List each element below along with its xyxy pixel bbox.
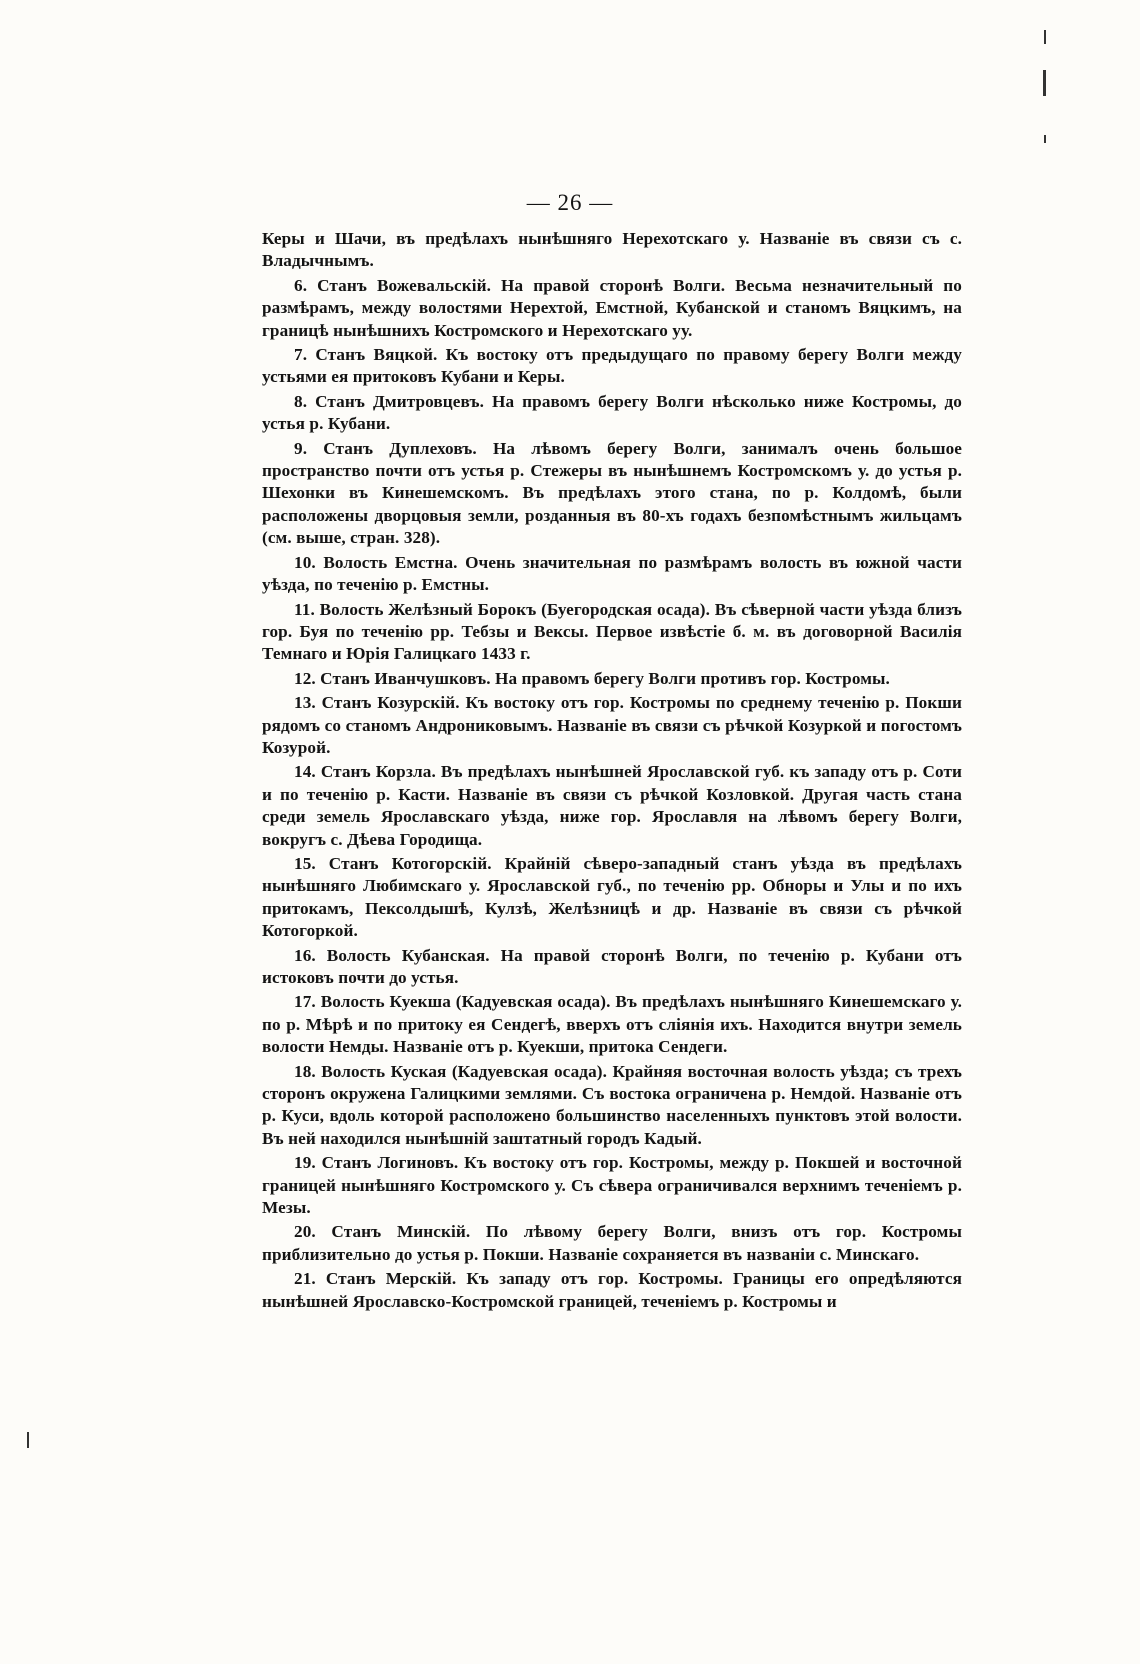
paragraph-entry-9: 9. Станъ Дуплеховъ. На лѣвомъ берегу Волги, занималъ очень большое пространство почти отъ устья р. Стежеры въ нынѣшнемъ Костромскомъ у. до устья р. Шехонки въ Кинешемскомъ. Въ предѣлахъ этого стана, по р. Колдомѣ, были расположены дворцовыя земли, розданныя въ 80-хъ годахъ безпомѣстнымъ жильцамъ (см. выше, стран. 328). <box>262 438 962 548</box>
paragraph-entry-16: 16. Волость Кубанская. На правой сторонѣ Волги, по теченію р. Кубани отъ истоковъ почти до устья. <box>262 945 962 987</box>
paragraph-entry-15: 15. Станъ Котогорскій. Крайній сѣверо-западный станъ уѣзда въ предѣлахъ нынѣшняго Любимскаго у. Ярославской губ., по теченію рр. Обноры и Улы и по ихъ притокамъ, Пексолдышѣ, Кулзѣ, Желѣзницѣ и др. Названіе въ связи съ рѣчкой Котогоркой. <box>262 853 962 941</box>
paragraph-entry-19: 19. Станъ Логиновъ. Къ востоку отъ гор. Костромы, между р. Покшей и восточной границей нынѣшняго Костромского у. Съ сѣвера ограничивался верхнимъ теченіемъ р. Мезы. <box>262 1153 962 1218</box>
paragraph-entry-8: 8. Станъ Дмитровцевъ. На правомъ берегу Волги нѣсколько ниже Костромы, до устья р. Кубани. <box>262 391 962 434</box>
scan-mark-3 <box>1044 135 1046 143</box>
text-column <box>262 228 962 1315</box>
paragraph-entry-12: 12. Станъ Иванчушковъ. На правомъ берегу Волги противъ гор. Костромы. <box>294 668 890 688</box>
paragraph-entry-7: 7. Станъ Вяцкой. Къ востоку отъ предыдущаго по правому берегу Волги между устьями ея притоковъ Кубани и Керы. <box>262 345 962 387</box>
page-number: — 26 — <box>526 190 614 215</box>
paragraph-continuation: Керы и Шачи, въ предѣлахъ нынѣшняго Нерехотскаго у. Названіе въ связи съ с. Владычнымъ. <box>262 229 962 271</box>
paragraph-entry-18: 18. Волость Куская (Кадуевская осада). Крайняя восточная волость уѣзда; съ трехъ сторонъ окружена Галицкими землями. Съ востока ограничена р. Немдой. Названіе отъ р. Куси, вдоль которой расположено большинство населенныхъ пунктовъ этой волости. Въ ней находился нынѣшній заштатный городъ Кадый. <box>262 1061 962 1148</box>
scan-mark-2 <box>1043 70 1046 96</box>
paragraph-entry-20: 20. Станъ Минскій. По лѣвому берегу Волги, внизъ отъ гор. Костромы приблизительно до устья р. Покши. Названіе сохраняется въ названіи с. Минскаго. <box>262 1222 962 1264</box>
scan-mark-4 <box>27 1432 29 1448</box>
paragraph-entry-21: 21. Станъ Мерскій. Къ западу отъ гор. Костромы. Границы его опредѣляются нынѣшней Ярославско-Костромской границей, теченіемъ р. Костромы и <box>262 1269 962 1311</box>
paragraph-entry-13: 13. Станъ Козурскій. Къ востоку отъ гор. Костромы по среднему теченію р. Покши рядомъ со станомъ Андрониковымъ. Названіе въ связи съ рѣчкой Козуркой и погостомъ Козурой. <box>262 693 962 757</box>
paragraph-entry-11: 11. Волость Желѣзный Борокъ (Буегородская осада). Въ сѣверной части уѣзда близъ гор. Буя по теченію рр. Тебзы и Вексы. Первое извѣстіе б. м. въ договорной Василія Темнаго и Юрія Галицкаго 1433 г. <box>262 599 962 664</box>
paragraph-entry-14: 14. Станъ Корзла. Въ предѣлахъ нынѣшней Ярославской губ. къ западу отъ р. Соти и по теченію р. Касти. Названіе въ связи съ рѣчкой Козловкой. Другая часть стана среди земель Ярославскаго уѣзда, ниже гор. Ярославля на лѣвомъ берегу Волги, вокругъ с. Дѣева Городища. <box>262 762 962 849</box>
paragraph-entry-6: 6. Станъ Вожевальскій. На правой сторонѣ Волги. Весьма незначительный по размѣрамъ, между волостями Нерехтой, Емстной, Кубанской и станомъ Вяцкимъ, на границѣ нынѣшнихъ Костромского и Нерехотскаго уу. <box>262 275 962 340</box>
paragraph-entry-17: 17. Волость Куекша (Кадуевская осада). Въ предѣлахъ нынѣшняго Кинешемскаго у. по р. Мѣрѣ и по притоку ея Сендегѣ, вверхъ отъ сліянія ихъ. Находится внутри земель волости Немды. Названіе отъ р. Куекши, притока Сендеги. <box>262 992 962 1057</box>
scan-mark-1 <box>1044 30 1046 44</box>
paragraph-entry-10: 10. Волость Емстна. Очень значительная по размѣрамъ волость въ южной части уѣзда, по теченію р. Емстны. <box>262 552 962 595</box>
